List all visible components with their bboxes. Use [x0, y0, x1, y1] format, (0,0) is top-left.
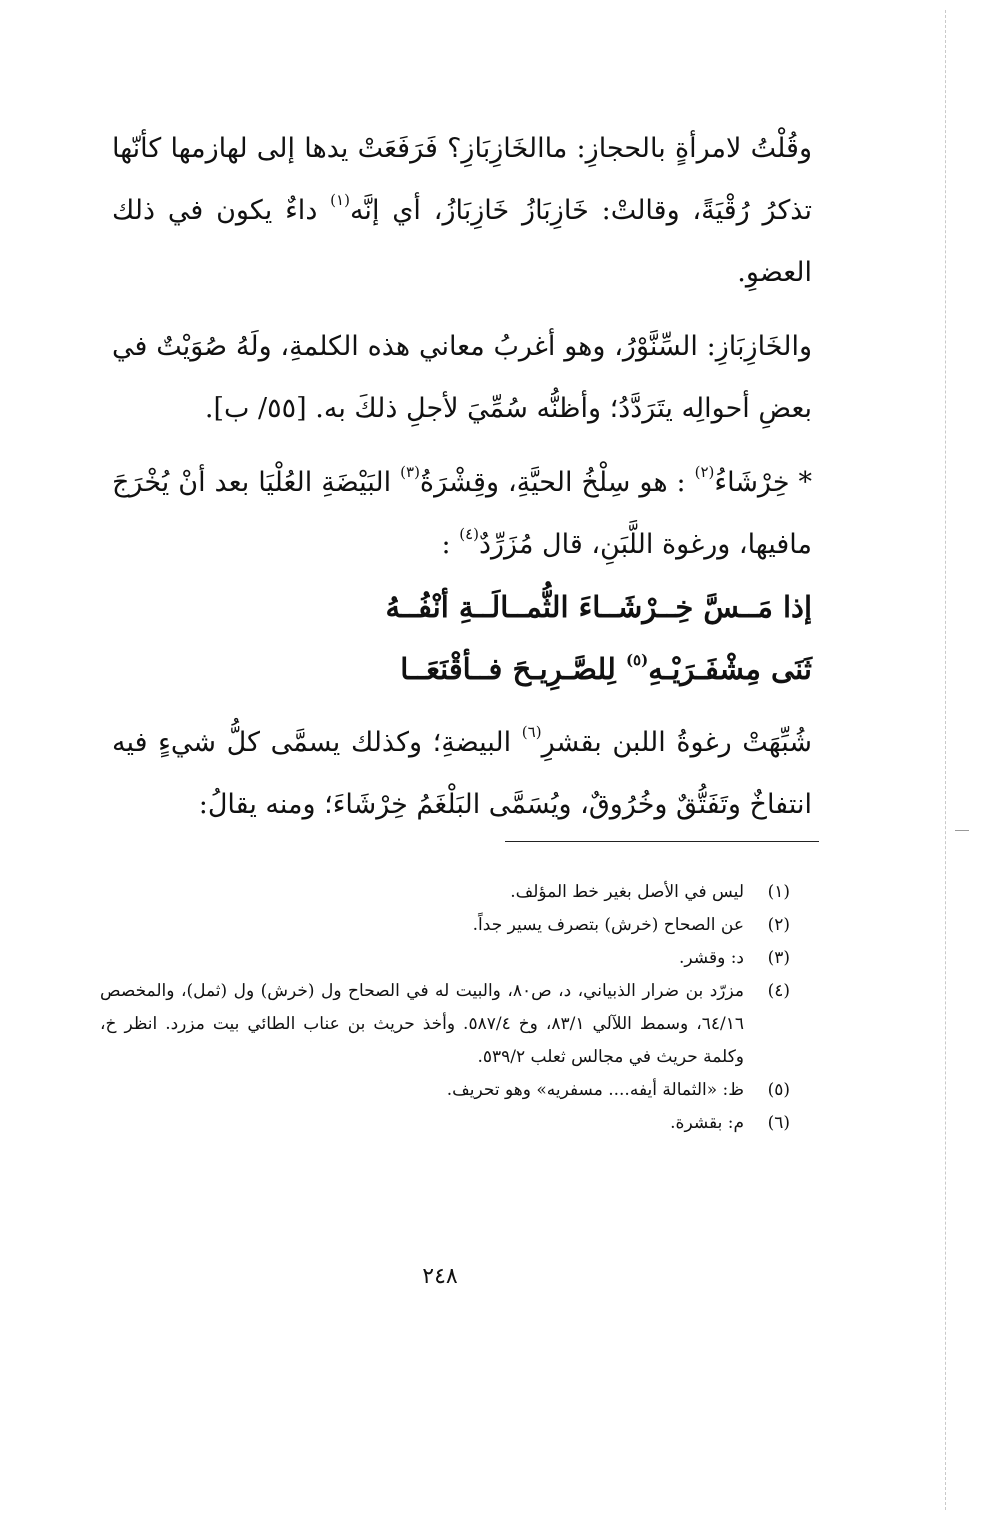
- paragraph-3-part-2: البَيْضَةِ العُلْيَا بعد أنْ يُخْرَجَ مافيها، ورغوة اللَّبَنِ، قال مُزَرِّدٌ: [112, 467, 812, 560]
- footnote: [100, 909, 790, 942]
- footnote-text: عن الصحاح (خرش) بتصرف يسير جداً.: [472, 915, 744, 935]
- scan-edge-tick: [955, 830, 969, 831]
- main-text: [112, 118, 812, 836]
- footnote-number: (٦): [767, 1113, 790, 1133]
- paragraph-khazibaz-cat: [112, 316, 812, 440]
- paragraph-2-text: والخَازِبَازِ: السِّنَّوْرُ، وهو أغربُ معاني هذه الكلمةِ، ولَهُ صُوَيْتٌ في بعضِ أحوالِه يتَرَدَّدُ؛ وأظنُّه سُمِّيَ لأجلِ ذلكَ به. [٥٥/ ب].: [112, 331, 812, 424]
- footnote-text: د: وقشر.: [679, 948, 744, 968]
- scan-edge-line: [945, 10, 946, 1510]
- paragraph-khazibaz-woman: [112, 118, 812, 304]
- footnote-number: (٣): [767, 948, 790, 968]
- paragraph-1-text-after: داءٌ يكون في ذلك العضوِ.: [112, 195, 812, 288]
- page-number: ٢٤٨: [422, 1264, 458, 1289]
- verse-line-2: [112, 638, 812, 700]
- entry-headword: خِرْشَاءُ: [714, 467, 790, 498]
- footnote: [100, 1107, 790, 1140]
- footnote: [100, 876, 790, 909]
- footnote: [100, 975, 790, 1074]
- paragraph-khirsha: [112, 452, 812, 576]
- footnote-number: (٤): [767, 981, 790, 1001]
- footnote: [100, 1074, 790, 1107]
- footnote-ref-5[interactable]: (٥): [625, 651, 649, 669]
- footnote-ref-1[interactable]: (١): [330, 191, 350, 209]
- verse-line-1-text: إذا مَــسَّ خِــرْشَــاءَ الثُّمــالَــةِ أنْفُــهُ: [385, 590, 812, 624]
- paragraph-1-text: وقُلْتُ لامرأةٍ بالحجازِ: ماالخَازِبَازِ؟ فَرَفَعَتْ يدها إلى لهازمها كأنّها تذكرُ رُقْيَةً، وقالتْ: خَازِبَازُ خَازِبَازُ، أي إنَّه: [112, 133, 812, 226]
- footnote-text: مزرّد بن ضرار الذبياني، د، ص٨٠، والبيت له في الصحاح ول (خرش) ول (ثمل)، والمخصص ٦٤/١٦، وسمط اللآلي ٨٣/١، وخ ٥٨٧/٤. وأخذ حريث بن عناب الطائي بيت مزرد. انظر خ، وكلمة حريث في مجالس ثعلب ٥٣٩/٢.: [100, 981, 744, 1067]
- footnote-ref-3[interactable]: (٣): [400, 463, 420, 481]
- footnote-number: (٢): [767, 915, 790, 935]
- footnotes: [100, 876, 790, 1140]
- entry-star-marker: *: [798, 467, 812, 498]
- footnote-separator: [505, 841, 819, 842]
- paragraph-4-part-2: البيضةِ؛ وكذلك يسمَّى كلُّ شيءٍ فيه انتفاخٌ وتَفَتُّقٌ وخُرُوقٌ، ويُسَمَّى البَلْغَمُ خِرْشَاءَ؛ ومنه يقالُ:: [112, 727, 812, 820]
- footnote-number: (١): [767, 882, 790, 902]
- footnote-text: م: بقشرة.: [670, 1113, 744, 1133]
- paragraph-4-part-1: شُبِّهَتْ رغوةُ اللبن بقشرِ: [541, 727, 812, 758]
- footnote-text: ليس في الأصل بغير خط المؤلف.: [510, 882, 744, 902]
- footnote-ref-2[interactable]: (٢): [694, 463, 715, 481]
- paragraph-rughwa: [112, 712, 812, 836]
- footnote-ref-4[interactable]: (٤): [459, 525, 479, 543]
- footnote-number: (٥): [767, 1080, 790, 1100]
- footnote-ref-6[interactable]: (٦): [521, 723, 542, 741]
- verse-line-1: [112, 576, 812, 638]
- verse-line-2-part-a: ثَنَى مِشْفَـرَيْـهِ: [648, 652, 812, 686]
- footnote: [100, 942, 790, 975]
- paragraph-3-part-3: :: [441, 529, 460, 560]
- paragraph-3-part-1: : هو سِلْخُ الحيَّةِ، وقِشْرَةُ: [419, 467, 695, 498]
- footnote-text: ظ: «الثمالة أيفه.... مسفريه» وهو تحريف.: [446, 1080, 744, 1100]
- verse-line-2-part-b: لِلصَّـرِيـحَ فــأقْنَعَــا: [400, 652, 626, 686]
